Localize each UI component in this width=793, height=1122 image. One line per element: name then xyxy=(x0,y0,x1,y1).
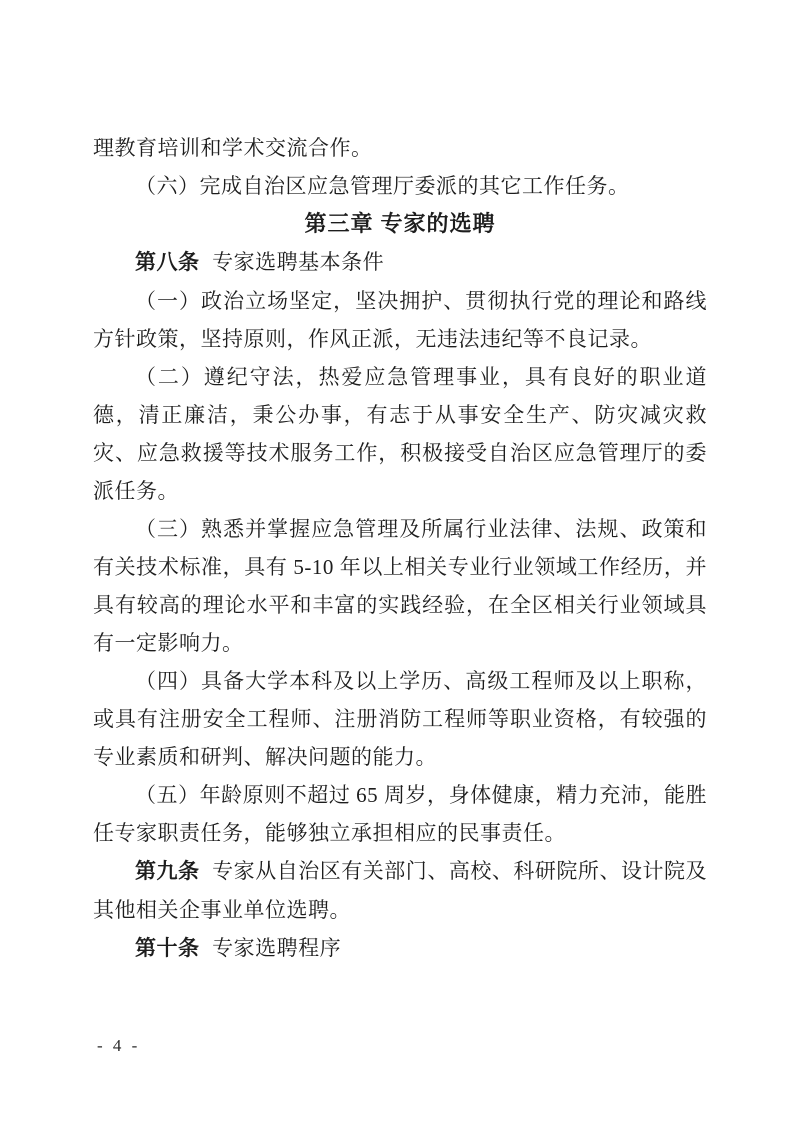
paragraph-item-1: （一）政治立场坚定，坚决拥护、贯彻执行党的理论和路线方针政策，坚持原则，作风正派，无违法违纪等不良记录。 xyxy=(93,289,707,351)
paragraph-item-3: （三）熟悉并掌握应急管理及所属行业法律、法规、政策和有关技术标准，具有 5-10 年以上相关专业行业领域工作经历，并具有较高的理论水平和丰富的实践经验，在全区相关行业领域具有一定影响力。 xyxy=(93,517,707,655)
document-body xyxy=(93,129,707,968)
paragraph-article-9 xyxy=(93,852,707,929)
page-number: - 4 - xyxy=(97,1036,141,1055)
paragraph-item-4: （四）具备大学本科及以上学历、高级工程师及以上职称，或具有注册安全工程师、注册消防工程师等职业资格，有较强的专业素质和研判、解决问题的能力。 xyxy=(93,669,707,769)
article-9-lead: 第九条 xyxy=(135,860,200,883)
article-10-lead: 第十条 xyxy=(135,937,200,960)
paragraph-article-8 xyxy=(93,243,707,282)
paragraph-item-6: （六）完成自治区应急管理厅委派的其它工作任务。 xyxy=(135,174,630,198)
article-8-lead: 第八条 xyxy=(135,251,200,274)
paragraph-continuation: 理教育培训和学术交流合作。 xyxy=(93,136,373,160)
paragraph-item-5: （五）年龄原则不超过 65 周岁，身体健康，精力充沛，能胜任专家职责任务，能够独立承担相应的民事责任。 xyxy=(93,783,707,845)
article-8-text: 专家选聘基本条件 xyxy=(212,250,385,274)
paragraph-item-2: （二）遵纪守法，热爱应急管理事业，具有良好的职业道德，清正廉洁，秉公办事，有志于从事安全生产、防灾减灾救灾、应急救援等技术服务工作，积极接受自治区应急管理厅的委派任务。 xyxy=(93,365,707,503)
article-9-text: 专家从自治区有关部门、高校、科研院所、设计院及其他相关企事业单位选聘。 xyxy=(93,859,708,922)
chapter-3-heading: 第三章 专家的选聘 xyxy=(304,211,496,236)
paragraph-article-10 xyxy=(93,929,707,968)
article-10-text: 专家选聘程序 xyxy=(212,936,342,960)
